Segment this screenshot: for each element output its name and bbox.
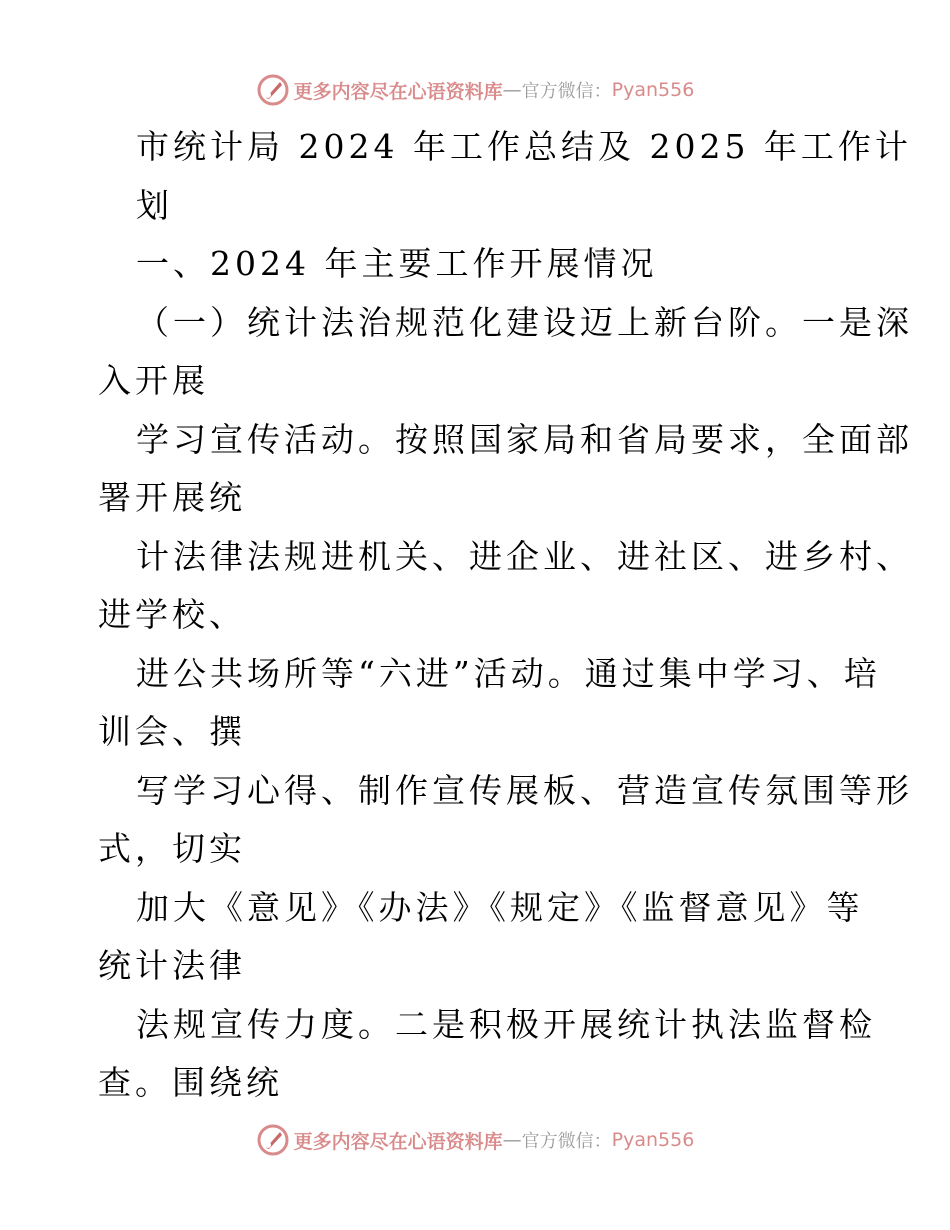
- quill-pen-icon: [256, 73, 290, 107]
- document-line: 入开展: [98, 361, 209, 400]
- watermark-contact-label: 官方微信：: [521, 81, 612, 102]
- document-line: 进公共场所等“六进”活动。通过集中学习、培: [136, 653, 881, 693]
- document-line: 市统计局 2024 年工作总结及 2025 年工作计: [136, 127, 912, 166]
- watermark-brand: 更多内容尽在心语资料库: [293, 80, 503, 103]
- document-line: 划: [136, 185, 173, 225]
- watermark-separator: —: [502, 79, 522, 101]
- document-line: 加大《意见》《办法》《规定》《监督意见》等: [136, 887, 864, 927]
- watermark-banner-top: [0, 70, 950, 110]
- watermark-brand: 更多内容尽在心语资料库: [293, 1130, 503, 1153]
- document-line: 查。围绕统: [98, 1063, 283, 1102]
- watermark-handle: Pyan556: [611, 79, 695, 101]
- document-line: 式，切实: [98, 829, 246, 868]
- quill-pen-icon: [256, 1123, 290, 1157]
- document-line: 一、2024 年主要工作开展情况: [136, 244, 658, 283]
- document-line: （一）统计法治规范化建设迈上新台阶。一是深: [136, 302, 913, 342]
- watermark-handle: Pyan556: [611, 1129, 695, 1151]
- document-line: 写学习心得、制作宣传展板、营造宣传氛围等形: [136, 770, 913, 810]
- document-line: 学习宣传活动。按照国家局和省局要求，全面部: [136, 419, 913, 459]
- watermark-separator: —: [502, 1129, 522, 1151]
- document-line: 法规宣传力度。二是积极开展统计执法监督检: [136, 1004, 876, 1044]
- document-line: 计法律法规进机关、进企业、进社区、进乡村、: [136, 536, 913, 576]
- document-line: 署开展统: [98, 478, 246, 517]
- document-line: 训会、撰: [98, 712, 246, 751]
- watermark-banner-bottom: [0, 1120, 950, 1160]
- document-line: 统计法律: [98, 946, 246, 985]
- document-line: 进学校、: [98, 595, 246, 634]
- watermark-contact-label: 官方微信：: [521, 1131, 612, 1152]
- document-body: [98, 118, 913, 1113]
